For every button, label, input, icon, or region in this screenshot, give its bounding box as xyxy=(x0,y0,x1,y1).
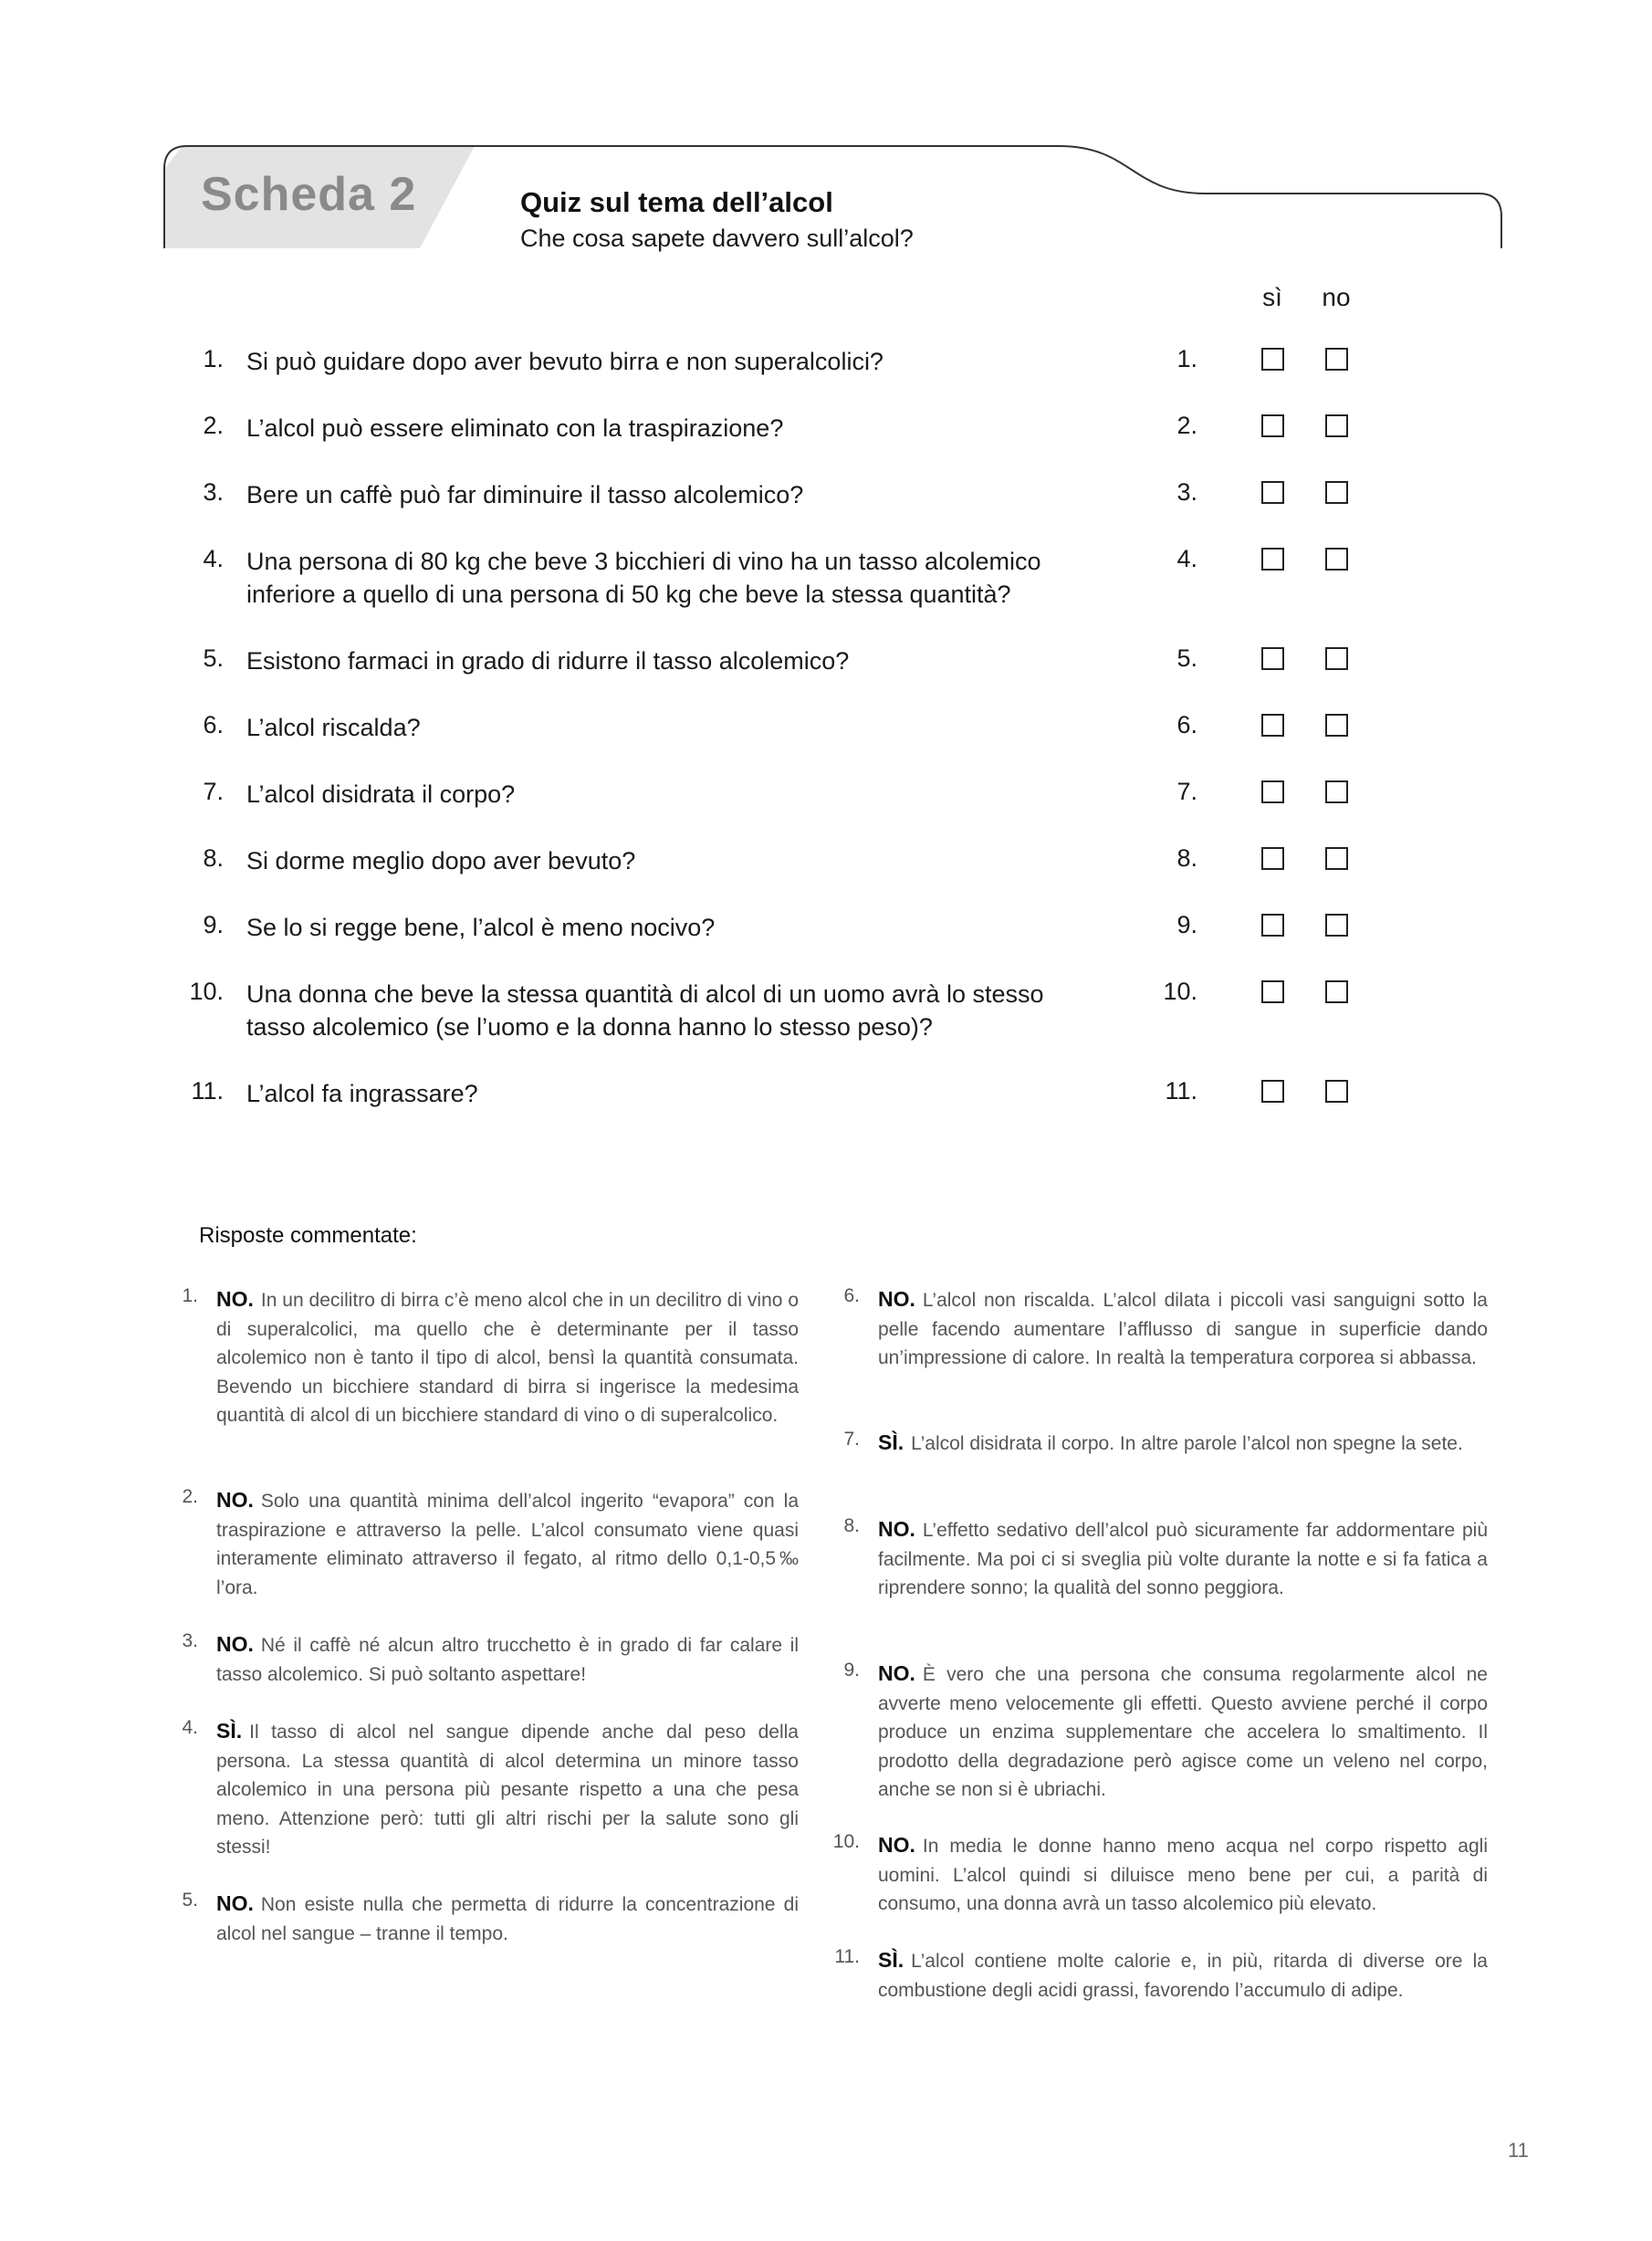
answer-verdict: SÌ. xyxy=(878,1948,904,1972)
question-number: 6. xyxy=(203,711,224,738)
answer-verdict: NO. xyxy=(216,1287,254,1311)
question-line: L’alcol fa ingrassare? xyxy=(246,1080,478,1107)
answer-text: Non esiste nulla che permetta di ridurre la concentrazione di alcol nel sangue – tranne il tempo. xyxy=(216,1894,799,1944)
checkbox-yes[interactable] xyxy=(1261,414,1284,437)
question-line: L’alcol riscalda? xyxy=(246,714,421,741)
question-ref-number: 3. xyxy=(1176,478,1197,506)
checkbox-no[interactable] xyxy=(1325,714,1348,737)
checkbox-yes[interactable] xyxy=(1261,914,1284,937)
question-line: Si può guidare dopo aver bevuto birra e non superalcolici? xyxy=(246,348,884,375)
checkbox-no[interactable] xyxy=(1325,1080,1348,1103)
question-ref-number: 9. xyxy=(1176,911,1197,938)
question-ref-number: 8. xyxy=(1176,844,1197,872)
checkbox-no[interactable] xyxy=(1325,647,1348,670)
quiz-subtitle: Che cosa sapete davvero sull’alcol? xyxy=(520,225,914,252)
question-line: Una persona di 80 kg che beve 3 bicchieri di vino ha un tasso alcolemico xyxy=(246,548,1041,575)
checkbox-yes[interactable] xyxy=(1261,647,1284,670)
checkbox-no[interactable] xyxy=(1325,780,1348,803)
answer-verdict: NO. xyxy=(878,1833,915,1857)
quiz-title: Quiz sul tema dell’alcol xyxy=(520,186,833,218)
page-number: 11 xyxy=(1508,2139,1529,2162)
answer-number: 8. xyxy=(843,1515,860,1536)
answer-verdict: NO. xyxy=(878,1661,915,1685)
checkbox-no[interactable] xyxy=(1325,980,1348,1003)
question-text xyxy=(246,644,1159,677)
answer-text: In media le donne hanno meno acqua nel corpo rispetto agli uomini. L’alcol quindi si diluisce meno bene per cui, a parità di consumo, una donna avrà un tasso alcolemico più elevato. xyxy=(878,1836,1488,1915)
question-line: L’alcol disidrata il corpo? xyxy=(246,780,516,808)
answer-item xyxy=(878,1831,1488,1919)
answer-item xyxy=(216,1486,799,1602)
checkbox-yes[interactable] xyxy=(1261,348,1284,371)
answer-text: L’alcol disidrata il corpo. In altre parole l’alcol non spegne la sete. xyxy=(911,1433,1463,1454)
answer-item xyxy=(216,1630,799,1689)
checkbox-no[interactable] xyxy=(1325,914,1348,937)
question-line: L’alcol può essere eliminato con la traspirazione? xyxy=(246,414,784,442)
answer-item xyxy=(878,1429,1488,1459)
answer-verdict: SÌ. xyxy=(878,1430,904,1454)
question-number: 8. xyxy=(203,844,224,872)
checkbox-no[interactable] xyxy=(1325,481,1348,504)
column-header-no: no xyxy=(1322,283,1351,311)
question-ref-number: 10. xyxy=(1163,978,1197,1005)
answers-heading: Risposte commentate: xyxy=(199,1223,417,1248)
checkbox-no[interactable] xyxy=(1325,548,1348,571)
answer-text: Il tasso di alcol nel sangue dipende anche dal peso della persona. La stessa quantità di alcol determina un minore tasso alcolemico in una persona più pesante rispetto a una che pesa meno. Attenzione però: tutti gli altri rischi per la salute sono gli stessi! xyxy=(216,1722,799,1859)
answer-text: L’alcol non riscalda. L’alcol dilata i piccoli vasi sanguigni sotto la pelle facendo aumentare l’afflusso di sangue in superficie dando un’impressione di calore. In realtà la temperatura corporea si abbassa. xyxy=(878,1290,1488,1369)
question-ref-number: 7. xyxy=(1176,778,1197,805)
answer-item xyxy=(216,1890,799,1948)
answer-number: 2. xyxy=(182,1486,198,1507)
question-number: 1. xyxy=(203,345,224,372)
question-text xyxy=(246,711,1159,744)
question-text xyxy=(246,978,1159,1043)
question-line: Una donna che beve la stessa quantità di alcol di un uomo avrà lo stesso xyxy=(246,980,1044,1008)
answer-text: L’effetto sedativo dell’alcol può sicuramente far addormentare più facilmente. Ma poi ci si sveglia più volte durante la notte e si fa fatica a riprendere sonno; la qualità del sonno peggiora. xyxy=(878,1520,1488,1599)
answer-verdict: NO. xyxy=(216,1632,254,1656)
answer-number: 5. xyxy=(182,1890,198,1911)
checkbox-yes[interactable] xyxy=(1261,481,1284,504)
answer-number: 3. xyxy=(182,1630,198,1651)
column-header-yes: sì xyxy=(1262,283,1282,311)
question-text xyxy=(246,478,1159,511)
question-ref-number: 6. xyxy=(1176,711,1197,738)
question-ref-number: 2. xyxy=(1176,412,1197,439)
question-text xyxy=(246,844,1159,877)
answer-verdict: NO. xyxy=(216,1488,254,1512)
question-ref-number: 11. xyxy=(1165,1077,1197,1105)
answer-number: 7. xyxy=(843,1429,860,1450)
scheda-label: Scheda 2 xyxy=(201,168,417,221)
question-text xyxy=(246,1077,1159,1110)
question-line: tasso alcolemico (se l’uomo e la donna hanno lo stesso peso)? xyxy=(246,1013,933,1041)
question-number: 10. xyxy=(189,978,224,1005)
answer-text: Né il caffè né alcun altro trucchetto è in grado di far calare il tasso alcolemico. Si può soltanto aspettare! xyxy=(216,1635,799,1685)
question-text xyxy=(246,345,1159,378)
question-number: 7. xyxy=(203,778,224,805)
answer-item xyxy=(878,1660,1488,1805)
checkbox-yes[interactable] xyxy=(1261,714,1284,737)
checkbox-yes[interactable] xyxy=(1261,980,1284,1003)
checkbox-no[interactable] xyxy=(1325,847,1348,870)
question-line: Se lo si regge bene, l’alcol è meno nocivo? xyxy=(246,914,716,941)
checkbox-no[interactable] xyxy=(1325,348,1348,371)
answer-number: 11. xyxy=(834,1946,860,1967)
checkbox-no[interactable] xyxy=(1325,414,1348,437)
answer-text: È vero che una persona che consuma regolarmente alcol ne avverte meno velocemente gli effetti. Questo avviene perché il corpo produce un enzima supplementare che accelera lo smaltimento. Il prodotto della degradazione però agisce come un veleno nel corpo, anche se non si è ubriachi. xyxy=(878,1664,1488,1801)
answer-verdict: SÌ. xyxy=(216,1719,243,1743)
checkbox-yes[interactable] xyxy=(1261,847,1284,870)
question-number: 11. xyxy=(191,1077,224,1105)
answer-number: 9. xyxy=(843,1660,860,1681)
answer-text: In un decilitro di birra c’è meno alcol che in un decilitro di vino o di superalcolici, ma quello che è determinante per il tasso alcolemico non è tanto il tipo di alcol, bensì la quantità consumata. Bevendo un bicchiere standard di birra si ingerisce la medesima quantità di alcol di un bicchiere standard di vino o di superalcolico. xyxy=(216,1290,799,1427)
question-number: 5. xyxy=(203,644,224,672)
question-text xyxy=(246,778,1159,811)
question-number: 9. xyxy=(203,911,224,938)
question-line: Esistono farmaci in grado di ridurre il tasso alcolemico? xyxy=(246,647,850,675)
question-ref-number: 1. xyxy=(1176,345,1197,372)
answer-item xyxy=(878,1285,1488,1373)
answer-item xyxy=(878,1515,1488,1603)
question-text xyxy=(246,545,1159,611)
question-number: 2. xyxy=(203,412,224,439)
answer-item xyxy=(878,1946,1488,2005)
question-text xyxy=(246,412,1159,445)
answer-verdict: NO. xyxy=(878,1287,915,1311)
answer-text: Solo una quantità minima dell’alcol ingerito “evapora” con la traspirazione e attraverso la pelle. L’alcol consumato viene quasi interamente eliminato attraverso il fegato, al ritmo dello 0,1-0,5‰ l’ora. xyxy=(216,1491,799,1598)
question-ref-number: 5. xyxy=(1176,644,1197,672)
question-number: 3. xyxy=(203,478,224,506)
answer-number: 10. xyxy=(832,1831,860,1852)
answer-text: L’alcol contiene molte calorie e, in più, ritarda di diverse ore la combustione degli acidi grassi, favorendo l’accumulo di adipe. xyxy=(878,1951,1488,2001)
answer-number: 1. xyxy=(182,1285,198,1306)
question-line: inferiore a quello di una persona di 50 kg che beve la stessa quantità? xyxy=(246,581,1011,608)
answer-item xyxy=(216,1717,799,1862)
answer-number: 6. xyxy=(843,1285,860,1306)
checkbox-yes[interactable] xyxy=(1261,780,1284,803)
question-number: 4. xyxy=(203,545,224,572)
question-ref-number: 4. xyxy=(1176,545,1197,572)
question-line: Si dorme meglio dopo aver bevuto? xyxy=(246,847,636,874)
checkbox-yes[interactable] xyxy=(1261,1080,1284,1103)
answer-verdict: NO. xyxy=(216,1891,254,1915)
question-line: Bere un caffè può far diminuire il tasso alcolemico? xyxy=(246,481,804,508)
checkbox-yes[interactable] xyxy=(1261,548,1284,571)
answer-number: 4. xyxy=(182,1717,198,1738)
answer-item xyxy=(216,1285,799,1430)
question-text xyxy=(246,911,1159,944)
answer-verdict: NO. xyxy=(878,1517,915,1541)
